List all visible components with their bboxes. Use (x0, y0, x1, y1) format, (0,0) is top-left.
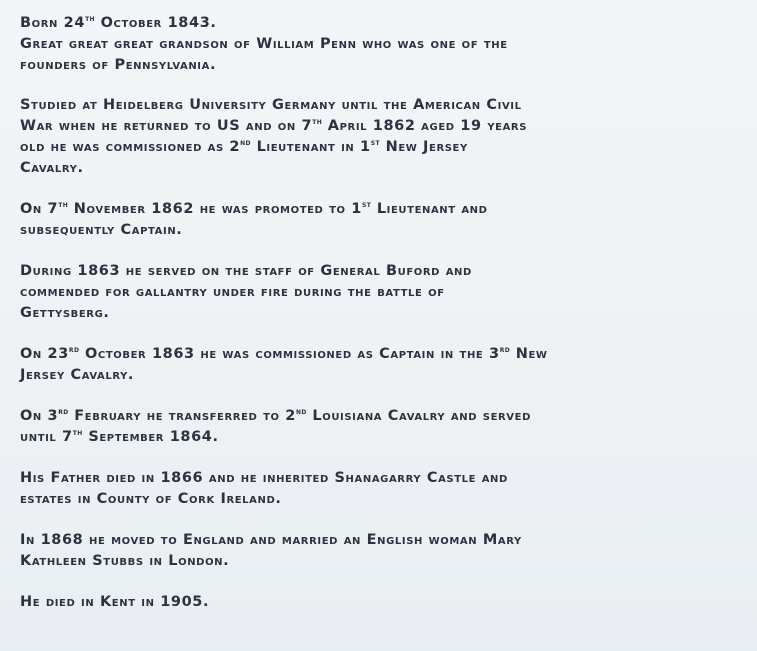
text-run: October 1863 he was commissioned as Captain in the 3 (79, 346, 500, 362)
text-line: estates in County of Cork Ireland. (20, 491, 282, 507)
text-line (20, 427, 747, 448)
text-run: November 1862 he was promoted to 1 (68, 201, 362, 217)
paragraph-marriage (20, 530, 747, 572)
text-run: Lieutenant and (371, 201, 488, 217)
text-run: until 7 (20, 429, 73, 445)
text-line: subsequently Captain. (20, 222, 183, 238)
text-line: He died in Kent in 1905. (20, 594, 210, 610)
text-line (20, 116, 747, 137)
ordinal-suffix: nd (240, 138, 251, 148)
text-line: His Father died in 1866 and he inherited Shanagarry Castle and (20, 470, 508, 486)
ordinal-suffix: rd (499, 345, 511, 355)
text-line: Jersey Cavalry. (20, 367, 135, 383)
text-run: February he transferred to 2 (68, 408, 296, 424)
text-line: Studied at Heidelberg University Germany until the American Civil (20, 97, 522, 113)
text-line (20, 137, 747, 158)
paragraph-transfer (20, 406, 747, 448)
ordinal-suffix: th (85, 14, 95, 24)
paragraph-education (20, 95, 747, 179)
text-run: New (510, 346, 548, 362)
paragraph-captain-commission (20, 344, 747, 386)
text-line: commended for gallantry under fire during the battle of (20, 284, 445, 300)
ordinal-suffix: rd (68, 345, 80, 355)
paragraph-inheritance (20, 468, 747, 510)
text-line: Great great great grandson of William Penn who was one of the (20, 36, 508, 52)
text-run: War when he returned to US and on 7 (20, 118, 313, 134)
text-line (20, 344, 747, 365)
paragraph-promotion (20, 199, 747, 241)
text-line: Kathleen Stubbs in London. (20, 553, 230, 569)
text-run: On 3 (20, 408, 59, 424)
text-line (20, 406, 747, 427)
ordinal-suffix: st (361, 200, 372, 210)
text-line (20, 199, 747, 220)
text-run: April 1862 aged 19 years (322, 118, 528, 134)
text-line: founders of Pennsylvania. (20, 57, 217, 73)
paragraph-buford-staff (20, 261, 747, 324)
paragraph-death (20, 592, 747, 613)
ordinal-suffix: th (72, 428, 83, 438)
text-line: During 1863 he served on the staff of General Buford and (20, 263, 472, 279)
ordinal-suffix: th (312, 117, 323, 127)
text-run: New Jersey (379, 139, 468, 155)
text-run: September 1864. (82, 429, 219, 445)
ordinal-suffix: rd (58, 407, 69, 417)
text-run: old he was commissioned as 2 (20, 139, 241, 155)
text-run: Born 24 (20, 15, 86, 31)
text-run: On 23 (20, 346, 69, 362)
text-run: Lieutenant in 1 (250, 139, 371, 155)
text-line: Gettysberg. (20, 305, 110, 321)
text-run: Louisiana Cavalry and served (306, 408, 531, 424)
text-run: October 1843. (94, 15, 217, 31)
paragraph-birth (20, 13, 747, 76)
text-line: In 1868 he moved to England and married an English woman Mary (20, 532, 522, 548)
text-line: Cavalry. (20, 160, 84, 176)
ordinal-suffix: th (58, 200, 69, 210)
ordinal-suffix: nd (295, 407, 307, 417)
text-run: On 7 (20, 201, 59, 217)
ordinal-suffix: st (370, 138, 380, 148)
text-line (20, 13, 747, 34)
